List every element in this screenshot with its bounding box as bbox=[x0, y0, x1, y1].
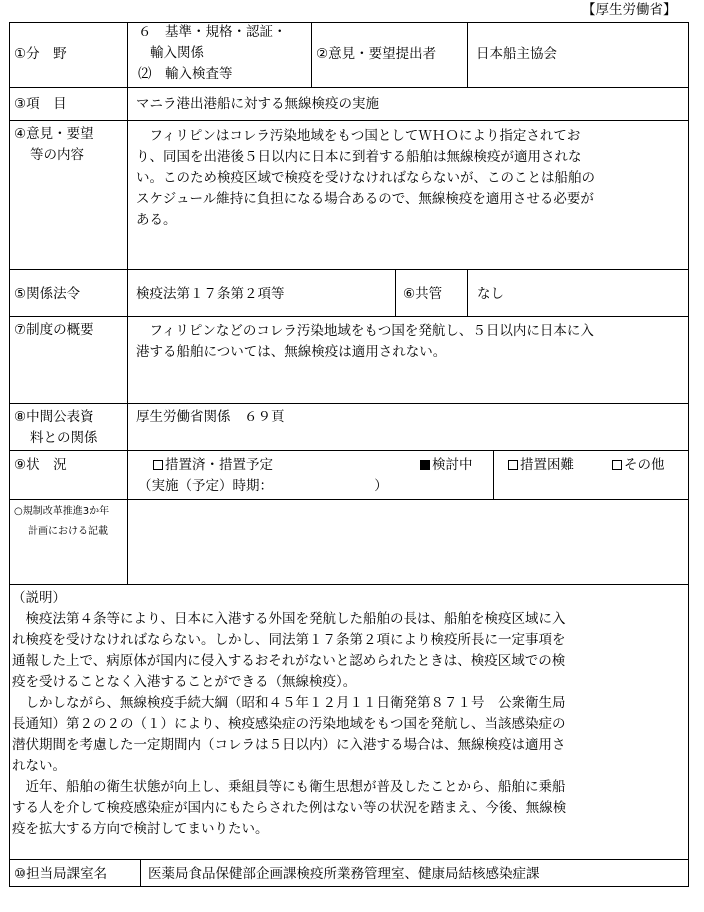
item-label: ③項 目 bbox=[14, 96, 67, 112]
submitter-value: 日本船主協会 bbox=[476, 46, 557, 62]
plan-label-1: ○規制改革推進3か年 bbox=[14, 506, 110, 517]
request-line: い。このため検疫区域で検疫を受けなければならないが、このことは船舶の bbox=[136, 170, 595, 186]
law-value: 検疫法第１７条第２項等 bbox=[136, 286, 285, 302]
relation-value: 厚生労働省関係 ６９頁 bbox=[136, 409, 285, 425]
request-label-1: ④意見・要望 bbox=[14, 126, 94, 142]
request-line: スケジュール維持に負担になる場合あるので、無線検疫を適用させる必要が bbox=[136, 191, 594, 207]
checkbox-icon bbox=[612, 460, 622, 470]
office-value: 医薬局食品保健部企画課検疫所業務管理室、健康局結核感染症課 bbox=[148, 866, 540, 882]
status-option-other[interactable] bbox=[612, 455, 665, 475]
system-label: ⑦制度の概要 bbox=[14, 322, 94, 338]
field-line-1: ６ 基準・規格・認証・ bbox=[138, 24, 287, 40]
joint-value: なし bbox=[477, 286, 504, 302]
system-line: 港する船舶については、無線検疫は適用されない。 bbox=[136, 344, 447, 360]
explanation-line: 疫を拡大する方向で検討してまいりたい。 bbox=[12, 821, 269, 837]
status-option-label: その他 bbox=[624, 457, 665, 473]
relation-label-2: 料との関係 bbox=[30, 430, 98, 446]
explanation-line: 検疫法第４条等により、日本に入港する外国を発航した船舶の長は、船舶を検疫区域に入 bbox=[12, 611, 566, 627]
explanation-line: 疫を受けることなく入港することができる（無線検疫）。 bbox=[12, 674, 357, 690]
status-option-under-review[interactable] bbox=[420, 455, 473, 475]
joint-label: ⑥共管 bbox=[403, 286, 443, 302]
plan-label-2: 計画における記載 bbox=[28, 526, 108, 537]
relation-label-1: ⑧中間公表資 bbox=[14, 409, 94, 425]
field-line-3: ⑵ 輸入検査等 bbox=[138, 66, 233, 82]
field-label: ①分 野 bbox=[14, 46, 67, 62]
status-option-difficult[interactable] bbox=[508, 455, 574, 475]
checkbox-icon bbox=[153, 460, 163, 470]
status-label: ⑨状 況 bbox=[14, 457, 67, 473]
request-label-2: 等の内容 bbox=[30, 147, 84, 163]
item-value: マニラ港出港船に対する無線検疫の実施 bbox=[136, 96, 379, 112]
explanation-line: 長通知）第２の２の（１）により、検疫感染症の汚染地域をもつ国を発航し、当該感染症の bbox=[12, 716, 566, 732]
explanation-line: 近年、船舶の衛生状態が向上し、乗組員等にも衛生思想が普及したことから、船舶に乗船 bbox=[12, 779, 566, 795]
request-line: り、同国を出港後５日以内に日本に到着する船舶は無線検疫が適用されな bbox=[136, 149, 582, 165]
explanation-line: しかしながら、無線検疫手続大綱（昭和４５年１２月１１日衛発第８７１号 公衆衛生局 bbox=[12, 695, 566, 711]
submitter-label: ②意見・要望提出者 bbox=[316, 46, 437, 62]
explanation-line: 潜伏期間を考慮した一定期間内（コレラは５日以内）に入港する場合は、無線検疫は適用さ bbox=[12, 737, 566, 753]
status-option-label: 措置困難 bbox=[520, 457, 574, 473]
checked-checkbox-icon bbox=[420, 460, 430, 470]
explanation-line: れない。 bbox=[12, 758, 66, 774]
office-label: ⑩担当局課室名 bbox=[14, 866, 108, 882]
status-option-label: 検討中 bbox=[432, 457, 473, 473]
explanation-line: 通報した上で、病原体が国内に侵入するおそれがないと認められたときは、検疫区域での検 bbox=[12, 653, 566, 669]
status-option-label: 措置済・措置予定 bbox=[165, 457, 273, 473]
system-line: フィリピンなどのコレラ汚染地域をもつ国を発航し、５日以内に日本に入 bbox=[136, 323, 594, 339]
explanation-line: する人を介して検疫感染症が国内にもたらされた例はない等の状況を踏まえ、今後、無線検 bbox=[12, 800, 567, 816]
ministry-label: 【厚生労働省】 bbox=[582, 2, 677, 18]
field-line-2: 輸入関係 bbox=[150, 45, 204, 61]
status-period: （実施（予定）時期： ） bbox=[138, 478, 388, 494]
request-line: フィリピンはコレラ汚染地域をもつ国としてＷＨＯにより指定されてお bbox=[136, 128, 581, 144]
law-label: ⑤関係法令 bbox=[14, 286, 81, 302]
explanation-line: れ検疫を受けなければならない。しかし、同法第１７条第２項により検疫所長に一定事項を bbox=[12, 632, 566, 648]
status-option-implemented[interactable] bbox=[153, 455, 273, 475]
checkbox-icon bbox=[508, 460, 518, 470]
request-line: ある。 bbox=[136, 212, 177, 228]
explanation-heading: （説明） bbox=[12, 590, 66, 606]
